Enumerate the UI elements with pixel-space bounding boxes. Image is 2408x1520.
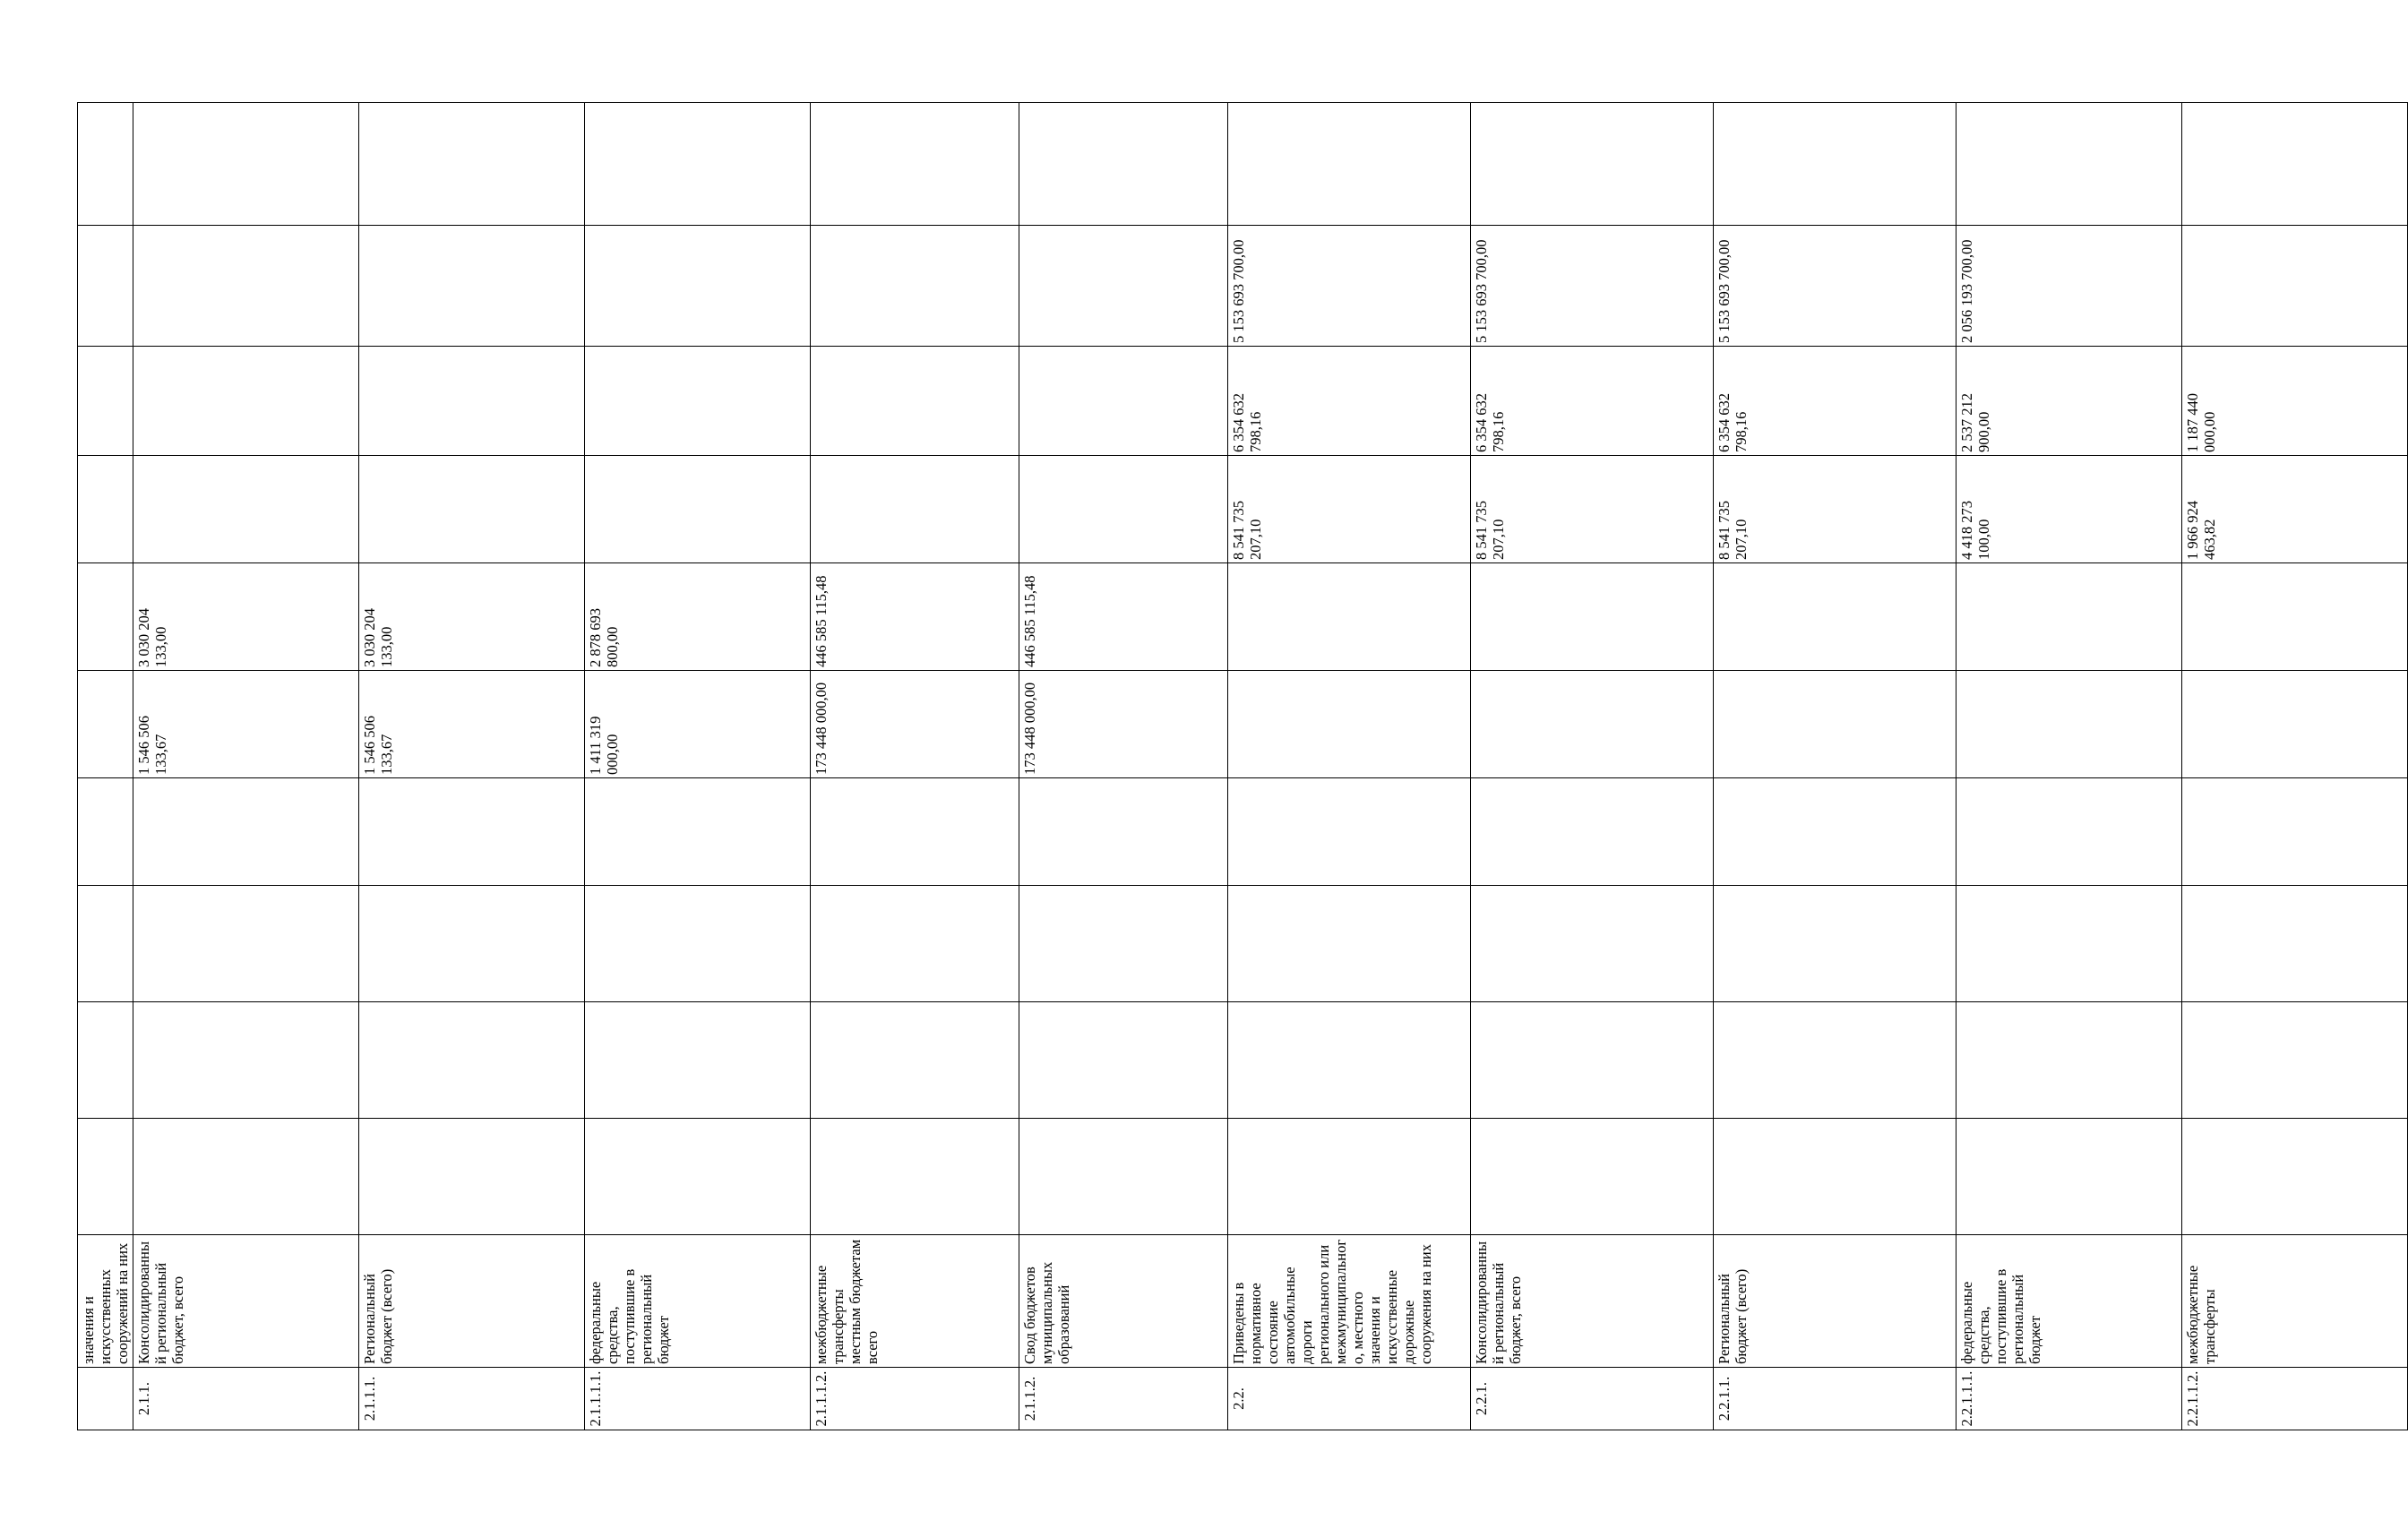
table-row: [133, 103, 359, 1430]
value-cell: 6 354 632 798,16: [1228, 347, 1471, 456]
value-cell: [133, 347, 359, 456]
value-cell: [133, 1002, 359, 1119]
value-cell: [359, 1119, 585, 1235]
value-cell: 8 541 735 207,10: [1228, 456, 1471, 563]
value-cell: [2182, 778, 2408, 886]
value-cell: [1471, 1119, 1714, 1235]
value-cell: [2182, 886, 2408, 1002]
value-cell: [1228, 671, 1471, 778]
row-name-cell: межбюджетные трансферты: [2182, 1235, 2408, 1368]
value-cell: [1714, 778, 1956, 886]
value-cell: [811, 1002, 1019, 1119]
row-name-cell: Региональный бюджет (всего): [1714, 1235, 1956, 1368]
value-cell: [811, 1119, 1019, 1235]
value-cell: [359, 1002, 585, 1119]
row-number-cell: 2.1.1.1.2.: [811, 1368, 1019, 1430]
value-cell: [1019, 103, 1228, 226]
value-cell: 3 030 204 133,00: [359, 563, 585, 671]
value-cell: [78, 1119, 133, 1235]
table-row: [1956, 103, 2182, 1430]
row-name-cell: Свод бюджетов муниципальных образований: [1019, 1235, 1228, 1368]
table-row: [2182, 103, 2408, 1430]
row-number-cell: 2.2.: [1228, 1368, 1471, 1430]
table-row: [1228, 103, 1471, 1430]
row-name-cell: Консолидированный региональный бюджет, всего: [133, 1235, 359, 1368]
row-number-cell: 2.2.1.1.: [1714, 1368, 1956, 1430]
row-name-cell: Региональный бюджет (всего): [359, 1235, 585, 1368]
value-cell: [811, 886, 1019, 1002]
value-cell: [2182, 226, 2408, 347]
row-name-cell: федеральные средства, поступившие в региональный бюджет: [585, 1235, 811, 1368]
value-cell: [1228, 1002, 1471, 1119]
value-cell: 5 153 693 700,00: [1471, 226, 1714, 347]
value-cell: [1956, 103, 2182, 226]
value-cell: [585, 347, 811, 456]
value-cell: [1019, 456, 1228, 563]
value-cell: [585, 1119, 811, 1235]
row-name-cell: Консолидированный региональный бюджет, всего: [1471, 1235, 1714, 1368]
value-cell: [133, 1119, 359, 1235]
value-cell: [78, 103, 133, 226]
value-cell: [2182, 563, 2408, 671]
value-cell: [585, 226, 811, 347]
rotated-table-container: [77, 103, 2218, 1430]
value-cell: [1228, 563, 1471, 671]
table-row: [1714, 103, 1956, 1430]
value-cell: [78, 226, 133, 347]
row-number-cell: 2.1.1.2.: [1019, 1368, 1228, 1430]
value-cell: 8 541 735 207,10: [1714, 456, 1956, 563]
value-cell: [1471, 1002, 1714, 1119]
value-cell: [1956, 563, 2182, 671]
value-cell: [811, 778, 1019, 886]
value-cell: [585, 103, 811, 226]
value-cell: 446 585 115,48: [1019, 563, 1228, 671]
row-name-cell: Приведены в нормативное состояние автомобильные дороги регионального или межмуниципального, местного значения и искусственные дорожные сооружения на них: [1228, 1235, 1471, 1368]
row-name-cell: значения и искусственных сооружений на них: [78, 1235, 133, 1368]
value-cell: [1956, 886, 2182, 1002]
budget-table-body: [78, 103, 2408, 1430]
value-cell: [359, 103, 585, 226]
value-cell: 6 354 632 798,16: [1471, 347, 1714, 456]
value-cell: 173 448 000,00: [1019, 671, 1228, 778]
value-cell: 6 354 632 798,16: [1714, 347, 1956, 456]
value-cell: [1228, 778, 1471, 886]
value-cell: 2 056 193 700,00: [1956, 226, 2182, 347]
value-cell: [811, 456, 1019, 563]
value-cell: [1019, 347, 1228, 456]
value-cell: [1228, 103, 1471, 226]
value-cell: [1019, 886, 1228, 1002]
value-cell: [811, 103, 1019, 226]
value-cell: 173 448 000,00: [811, 671, 1019, 778]
value-cell: [78, 886, 133, 1002]
value-cell: [78, 347, 133, 456]
value-cell: [2182, 103, 2408, 226]
row-number-cell: 2.2.1.1.2.: [2182, 1368, 2408, 1430]
value-cell: [2182, 671, 2408, 778]
value-cell: [359, 347, 585, 456]
value-cell: [1228, 1119, 1471, 1235]
value-cell: [1714, 1119, 1956, 1235]
value-cell: [1228, 886, 1471, 1002]
row-number-cell: 2.2.1.: [1471, 1368, 1714, 1430]
row-name-cell: федеральные средства, поступившие в региональный бюджет: [1956, 1235, 2182, 1368]
value-cell: [1471, 778, 1714, 886]
value-cell: [133, 103, 359, 226]
value-cell: [1471, 886, 1714, 1002]
table-row: [811, 103, 1019, 1430]
value-cell: 3 030 204 133,00: [133, 563, 359, 671]
table-row: [78, 103, 133, 1430]
value-cell: [1019, 1002, 1228, 1119]
value-cell: [78, 778, 133, 886]
value-cell: 1 187 440 000,00: [2182, 347, 2408, 456]
value-cell: [811, 347, 1019, 456]
row-number-cell: 2.2.1.1.1.: [1956, 1368, 2182, 1430]
row-number-cell: 2.1.1.1.1.: [585, 1368, 811, 1430]
value-cell: [585, 778, 811, 886]
value-cell: [133, 226, 359, 347]
value-cell: [359, 226, 585, 347]
table-row: [585, 103, 811, 1430]
value-cell: [359, 886, 585, 1002]
row-number-cell: 2.1.1.1.: [359, 1368, 585, 1430]
value-cell: 1 546 506 133,67: [133, 671, 359, 778]
value-cell: [1471, 671, 1714, 778]
value-cell: 1 546 506 133,67: [359, 671, 585, 778]
value-cell: [78, 671, 133, 778]
value-cell: [78, 1002, 133, 1119]
budget-table: [77, 102, 2408, 1430]
row-number-cell: 2.1.1.: [133, 1368, 359, 1430]
value-cell: 2 878 693 800,00: [585, 563, 811, 671]
value-cell: [811, 226, 1019, 347]
value-cell: 2 537 212 900,00: [1956, 347, 2182, 456]
value-cell: [585, 456, 811, 563]
value-cell: 1 411 319 000,00: [585, 671, 811, 778]
value-cell: [1019, 1119, 1228, 1235]
value-cell: [1956, 1002, 2182, 1119]
value-cell: [2182, 1119, 2408, 1235]
value-cell: [133, 886, 359, 1002]
value-cell: [585, 1002, 811, 1119]
row-name-cell: межбюджетные трансферты местным бюджетам всего: [811, 1235, 1019, 1368]
value-cell: [1714, 103, 1956, 226]
value-cell: [1714, 563, 1956, 671]
value-cell: 8 541 735 207,10: [1471, 456, 1714, 563]
table-row: [1471, 103, 1714, 1430]
value-cell: [359, 456, 585, 563]
value-cell: [1956, 778, 2182, 886]
value-cell: [1019, 226, 1228, 347]
value-cell: [1471, 563, 1714, 671]
value-cell: 5 153 693 700,00: [1228, 226, 1471, 347]
value-cell: [585, 886, 811, 1002]
value-cell: 446 585 115,48: [811, 563, 1019, 671]
value-cell: [1471, 103, 1714, 226]
value-cell: [1019, 778, 1228, 886]
table-row: [1019, 103, 1228, 1430]
value-cell: 5 153 693 700,00: [1714, 226, 1956, 347]
value-cell: [2182, 1002, 2408, 1119]
value-cell: 1 966 924 463,82: [2182, 456, 2408, 563]
value-cell: 4 418 273 100,00: [1956, 456, 2182, 563]
value-cell: [133, 778, 359, 886]
value-cell: [133, 456, 359, 563]
value-cell: [1956, 1119, 2182, 1235]
value-cell: [78, 563, 133, 671]
value-cell: [359, 778, 585, 886]
value-cell: [78, 456, 133, 563]
value-cell: [1956, 671, 2182, 778]
value-cell: [1714, 1002, 1956, 1119]
value-cell: [1714, 671, 1956, 778]
value-cell: [1714, 886, 1956, 1002]
table-row: [359, 103, 585, 1430]
row-number-cell: [78, 1368, 133, 1430]
